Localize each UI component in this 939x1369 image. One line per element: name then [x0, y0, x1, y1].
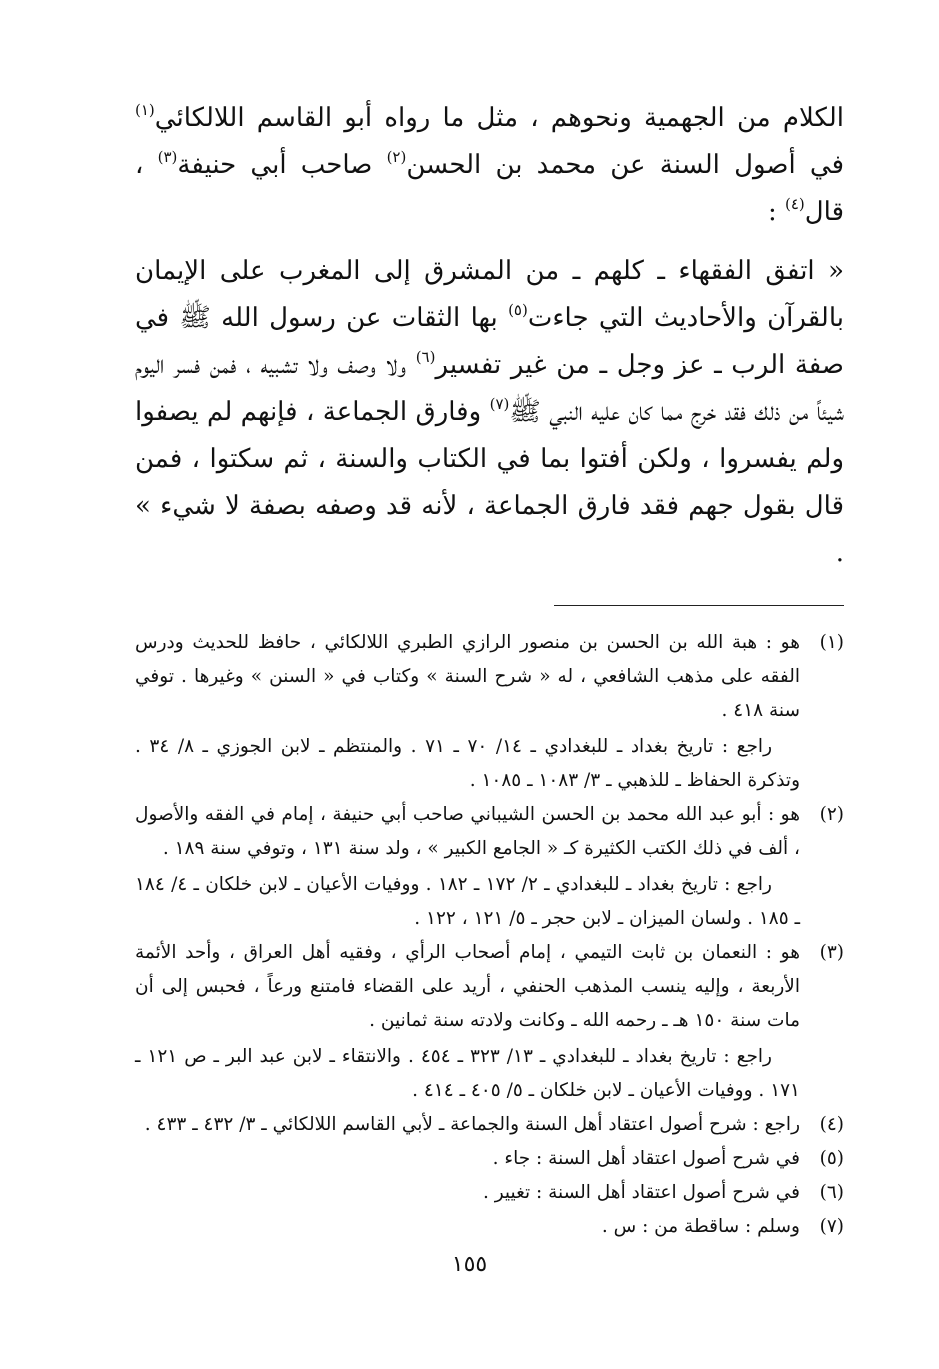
quote-text: ولا وصف ولا تشبيه ، فمن فسر اليوم شيئاً من ذلك فقد خرج مما كان عليه النبي ﷺ: [135, 350, 844, 427]
footnote-text: هو : أبو عبد الله محمد بن الحسن الشيباني صاحب أبي حنيفة ، إمام في الفقه والأصول ، ألف في ذلك الكتب الكثيرة كـ « الجامع الكبير » ، ولد سنة ١٣١ ، وتوفي سنة ١٨٩ .: [135, 804, 800, 859]
footnote-body: [135, 1108, 800, 1142]
footnote-ref[interactable]: (٦): [415, 348, 436, 366]
main-text: [135, 95, 844, 577]
intro-text: ، قال: [135, 150, 844, 227]
footnote-text: هو : هبة الله بن الحسن بن منصور الرازي الطبري اللالكائي ، حافظ للحديث ودرس الفقه على مذهب الشافعي ، له « شرح السنة » وكتاب في « السنن » وغيرها . توفي سنة ٤١٨ .: [135, 632, 800, 721]
footnote-number: (٧): [819, 1216, 844, 1237]
footnote-divider: [554, 605, 844, 606]
footnote-number: (٤): [819, 1114, 844, 1135]
footnote-ref[interactable]: (٢): [386, 148, 407, 166]
footnote-ref[interactable]: (٣): [157, 148, 178, 166]
intro-text: في أصول السنة عن محمد بن الحسن: [406, 150, 845, 180]
footnote-text: هو : النعمان بن ثابت التيمي ، إمام أصحاب الرأي ، وفقيه أهل العراق ، وأحد الأئمة الأربعة ، وإليه ينسب المذهب الحنفي ، أريد على القضاء فامتنع ورعاً ، فحبس إلى أن مات سنة ١٥٠ هـ ـ رحمه الله ـ وكانت ولادته سنة ثمانين .: [135, 942, 800, 1031]
footnote-6: [135, 1176, 844, 1210]
footnote-number: (٥): [819, 1148, 844, 1169]
footnote-ref[interactable]: (٥): [508, 301, 528, 319]
footnote-3: [135, 936, 844, 1108]
footnote-text: في شرح أصول اعتقاد أهل السنة : تغيير .: [482, 1182, 800, 1203]
footnote-number: (٢): [819, 804, 844, 825]
footnote-reference: راجع : تاريخ بغداد ـ للبغدادي ـ ١٣/ ٣٢٣ ـ ٤٥٤ . والانتقاء ـ لابن عبد البر ـ ص ١٢١ ـ ١٧١ . ووفيات الأعيان ـ لابن خلكان ـ ٥/ ٤٠٥ ـ ٤١٤ .: [135, 1046, 800, 1101]
quote-text: وفارق الجماعة ، فإنهم لم يصفوا ولم يفسروا ، ولكن أفتوا بما في الكتاب والسنة ، ثم سكتوا ، فمن قال بقول جهم فقد فارق الجماعة ، لأنه قد وصفه بصفة لا شيء » .: [135, 397, 844, 568]
footnote-7: [135, 1210, 844, 1244]
quote-text: « اتفق الفقهاء ـ كلهم ـ من المشرق إلى المغرب على الإيمان بالقرآن والأحاديث التي جاءت: [135, 256, 844, 333]
footnote-body: [135, 626, 800, 798]
footnote-2: [135, 798, 844, 936]
footnote-body: [135, 936, 800, 1108]
footnote-body: [135, 1142, 800, 1176]
footnote-number: (٣): [819, 942, 844, 963]
intro-text: صاحب أبي حنيفة: [177, 150, 387, 180]
footnote-ref[interactable]: (٧): [489, 395, 510, 413]
intro-text: :: [767, 197, 785, 227]
footnote-body: [135, 1210, 800, 1244]
footnote-reference: راجع : تاريخ بغداد ـ للبغدادي ـ ١٤/ ٧٠ ـ ٧١ . والمنتظم ـ لابن الجوزي ـ ٨/ ٣٤ . وتذكرة الحفاظ ـ للذهبي ـ ٣/ ١٠٨٣ ـ ١٠٨٥ .: [135, 736, 800, 791]
footnotes: [135, 626, 844, 1244]
quote-paragraph: [135, 248, 844, 577]
footnote-ref[interactable]: (٤): [784, 195, 805, 213]
footnote-5: [135, 1142, 844, 1176]
footnote-number: (١): [819, 632, 844, 653]
footnote-1: [135, 626, 844, 798]
footnote-text: وسلم : ساقطة من : س .: [601, 1216, 800, 1237]
footnote-reference: راجع : تاريخ بغداد ـ للبغدادي ـ ٢/ ١٧٢ ـ ١٨٢ . ووفيات الأعيان ـ لابن خلكان ـ ٤/ ١٨٤ ـ ١٨٥ . ولسان الميزان ـ لابن حجر ـ ٥/ ١٢١ ، ١٢٢ .: [135, 874, 800, 929]
quote-text: بها الثقات عن رسول الله ﷺ في صفة الرب ـ عز وجل ـ من غير تفسير: [135, 303, 845, 380]
footnote-number: (٦): [819, 1182, 844, 1203]
page-number: ١٥٥: [451, 1252, 488, 1277]
intro-paragraph: [135, 95, 844, 236]
footnote-ref[interactable]: (١): [135, 101, 155, 119]
footnote-4: [135, 1108, 844, 1142]
footnote-text: في شرح أصول اعتقاد أهل السنة : جاء .: [492, 1148, 800, 1169]
footnote-text: راجع : شرح أصول اعتقاد أهل السنة والجماعة ـ لأبي القاسم اللالكائي ـ ٣/ ٤٣٢ ـ ٤٣٣ .: [144, 1114, 800, 1135]
footnote-body: [135, 1176, 800, 1210]
intro-text: الكلام من الجهمية ونحوهم ، مثل ما رواه أبو القاسم اللالكائي: [154, 103, 844, 133]
footnote-body: [135, 798, 800, 936]
